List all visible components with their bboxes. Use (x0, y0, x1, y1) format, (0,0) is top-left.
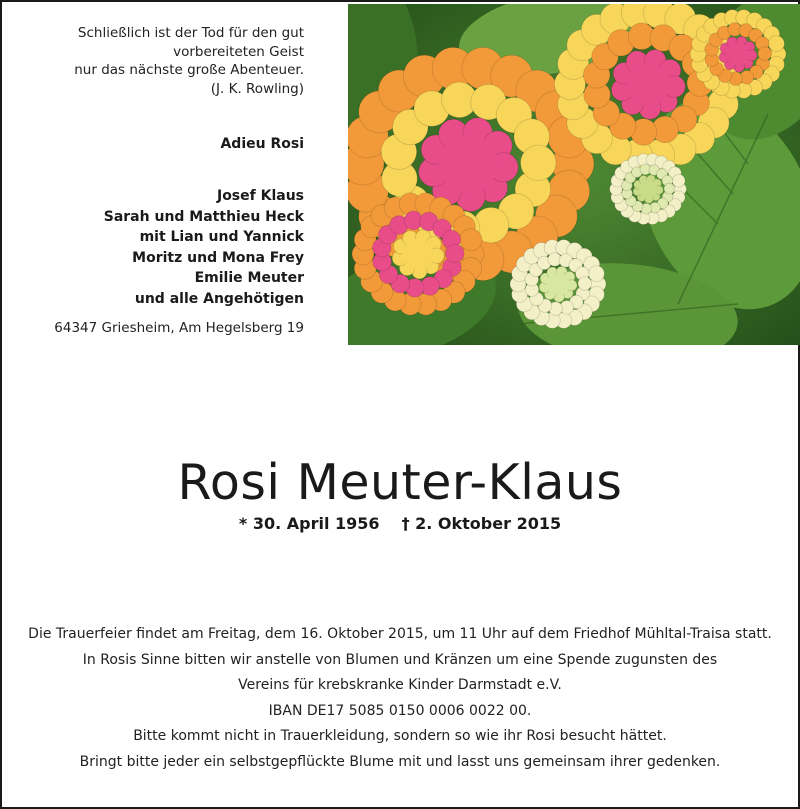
mourner-name: Moritz und Mona Frey (132, 249, 304, 266)
quote-line: Schließlich ist der Tod für den gut (77, 25, 304, 41)
mourner-name: Emilie Meuter (194, 270, 304, 286)
mourner-name: mit Lian und Yannick (139, 229, 304, 245)
mourner-name: Josef Klaus (216, 188, 304, 204)
notice-line: IBAN DE17 5085 0150 0006 0022 00. (268, 702, 532, 719)
death-date: † 2. Oktober 2015 (401, 514, 562, 533)
quote-block (74, 24, 304, 98)
life-dates (2, 514, 798, 533)
funeral-notice (2, 622, 798, 775)
mourner-name: Sarah und Matthieu Heck (103, 208, 304, 225)
quote-line: nur das nächste große Abenteuer. (74, 62, 304, 78)
notice-line: Bitte kommt nicht in Trauerkleidung, sondern so wie ihr Rosi besucht hättet. (133, 728, 667, 744)
family-address: 64347 Griesheim, Am Hegelsberg 19 (54, 320, 304, 336)
quote-line: vorbereiteten Geist (173, 43, 304, 60)
notice-line: Die Trauerfeier findet am Freitag, dem 16. Oktober 2015, um 11 Uhr auf dem Friedhof Mühltal-Traisa statt. (28, 626, 772, 642)
quote-attribution: (J. K. Rowling) (210, 80, 304, 97)
farewell-line: Adieu Rosi (220, 136, 304, 152)
mourner-name: und alle Angehötigen (134, 290, 304, 307)
notice-line: In Rosis Sinne bitten wir anstelle von Blumen und Kränzen um eine Spende zugunsten des (82, 651, 718, 668)
birth-date: * 30. April 1956 (238, 514, 380, 533)
notice-line: Vereins für krebskranke Kinder Darmstadt e.V. (238, 677, 562, 693)
mourners-list (104, 186, 304, 309)
deceased-name: Rosi Meuter-Klaus (177, 454, 623, 511)
flower-photo (348, 4, 800, 345)
lantana-flowers-image (348, 4, 800, 345)
notice-line: Bringt bitte jeder ein selbstgepflückte Blume mit und lasst uns gemeinsam ihrer gedenken. (79, 753, 721, 770)
